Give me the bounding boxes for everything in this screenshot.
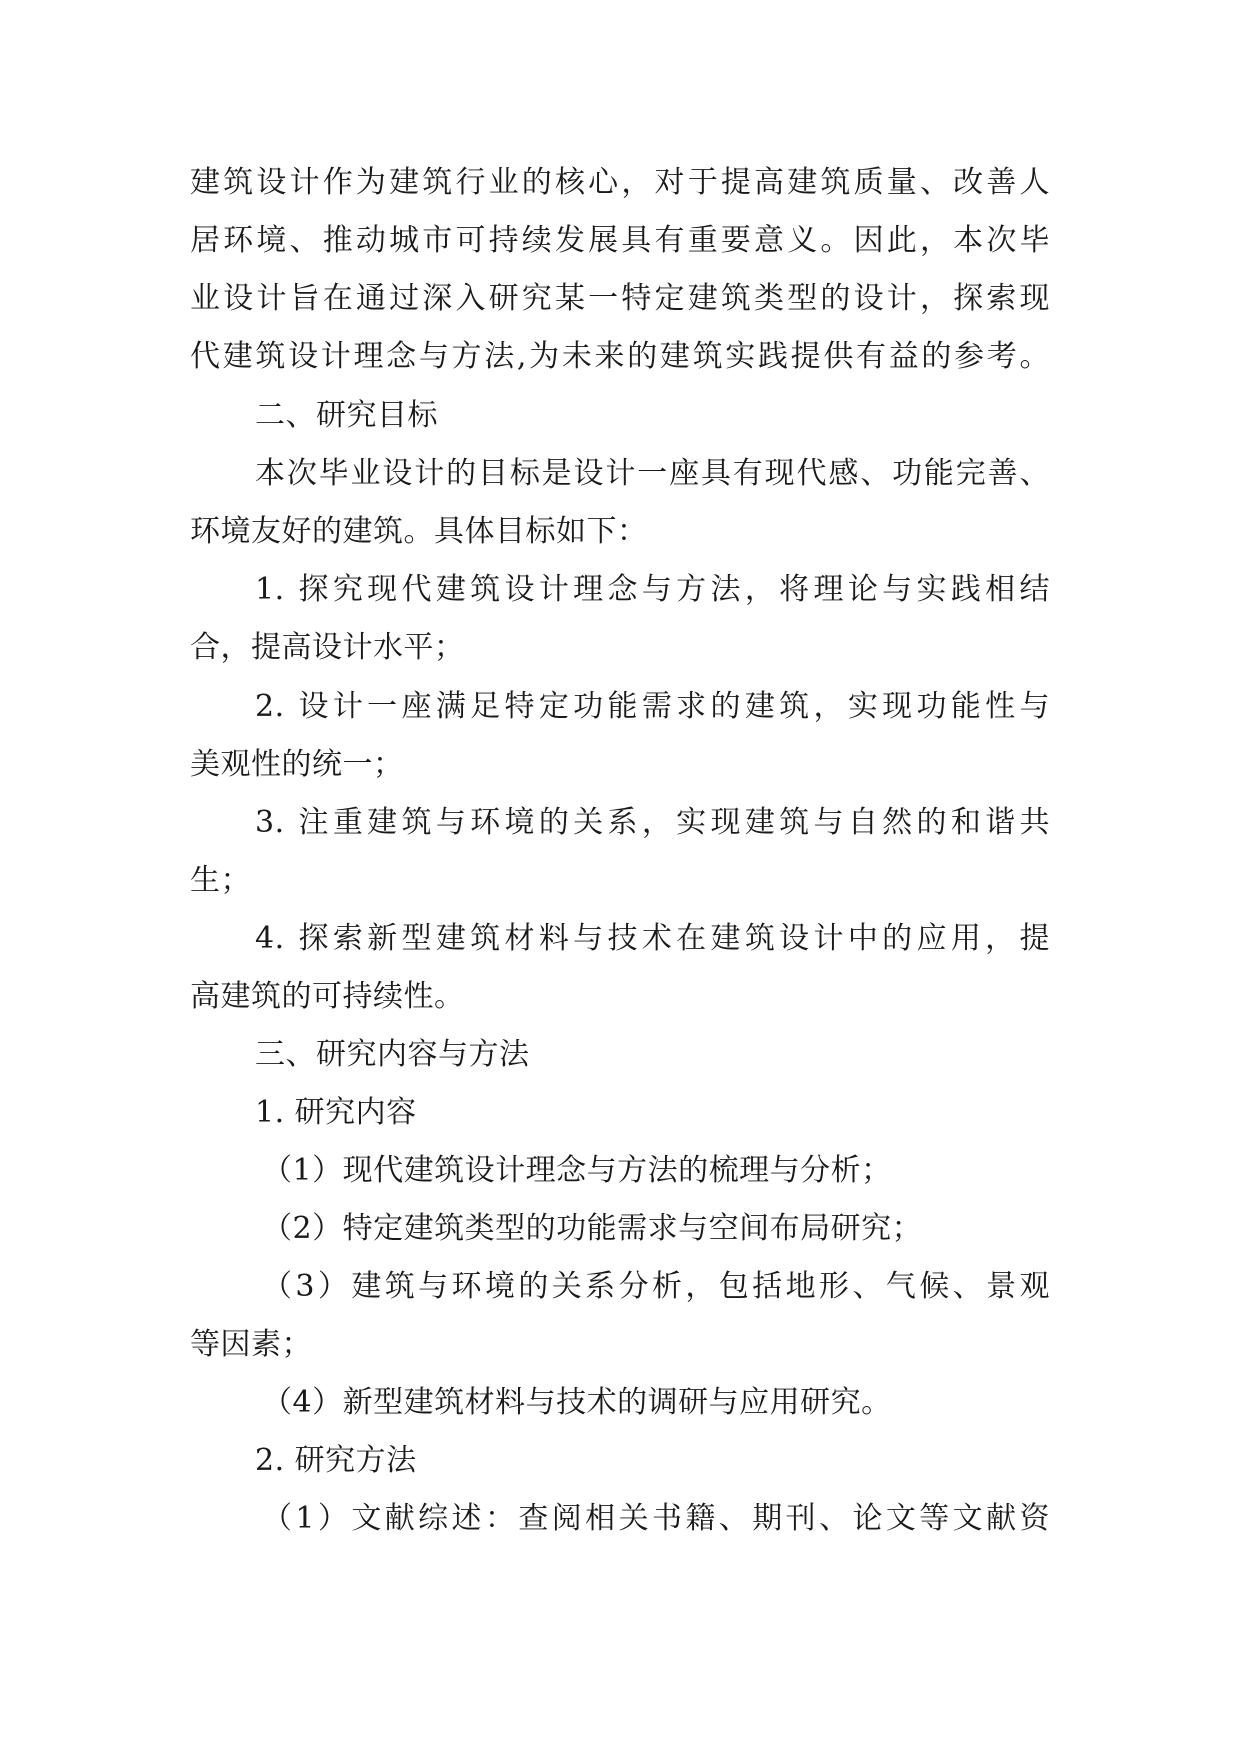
goal-2-line-1: 2. 设计一座满足特定功能需求的建筑，实现功能性与 bbox=[255, 689, 1050, 724]
goal-1-line-1: 1. 探究现代建筑设计理念与方法，将理论与实践相结 bbox=[255, 572, 1050, 607]
subheading-content: 1. 研究内容 bbox=[255, 1095, 417, 1130]
intro-line-4: 代建筑设计理念与方法,为未来的建筑实践提供有益的参考。 bbox=[190, 339, 1050, 374]
goal-4-line-2: 高建筑的可持续性。 bbox=[190, 979, 465, 1014]
content-item-2: （2）特定建筑类型的功能需求与空间布局研究； bbox=[262, 1211, 923, 1246]
content-item-1: （1）现代建筑设计理念与方法的梳理与分析； bbox=[262, 1153, 892, 1188]
section-heading-goals: 二、研究目标 bbox=[255, 398, 438, 433]
section-heading-content-methods: 三、研究内容与方法 bbox=[255, 1037, 530, 1072]
content-item-3-line-2: 等因素； bbox=[190, 1327, 312, 1362]
goals-intro-line-2: 环境友好的建筑。具体目标如下： bbox=[190, 514, 648, 549]
goal-4-line-1: 4. 探索新型建筑材料与技术在建筑设计中的应用，提 bbox=[255, 921, 1050, 956]
goal-2-line-2: 美观性的统一； bbox=[190, 747, 404, 782]
goal-1-line-2: 合，提高设计水平； bbox=[190, 630, 465, 665]
goal-3-line-2: 生； bbox=[190, 863, 251, 898]
subheading-methods: 2. 研究方法 bbox=[255, 1443, 417, 1478]
goal-3-line-1: 3. 注重建筑与环境的关系，实现建筑与自然的和谐共 bbox=[255, 805, 1050, 840]
content-item-3-line-1: （3）建筑与环境的关系分析，包括地形、气候、景观 bbox=[262, 1269, 1050, 1304]
intro-line-3: 业设计旨在通过深入研究某一特定建筑类型的设计，探索现 bbox=[190, 281, 1050, 316]
goals-intro-line-1: 本次毕业设计的目标是设计一座具有现代感、功能完善、 bbox=[255, 456, 1050, 491]
method-item-1-line-1: （1）文献综述：查阅相关书籍、期刊、论文等文献资 bbox=[262, 1501, 1050, 1536]
intro-line-1: 建筑设计作为建筑行业的核心，对于提高建筑质量、改善人 bbox=[190, 165, 1050, 200]
content-item-4: （4）新型建筑材料与技术的调研与应用研究。 bbox=[262, 1385, 892, 1420]
intro-line-2: 居环境、推动城市可持续发展具有重要意义。因此，本次毕 bbox=[190, 223, 1050, 258]
